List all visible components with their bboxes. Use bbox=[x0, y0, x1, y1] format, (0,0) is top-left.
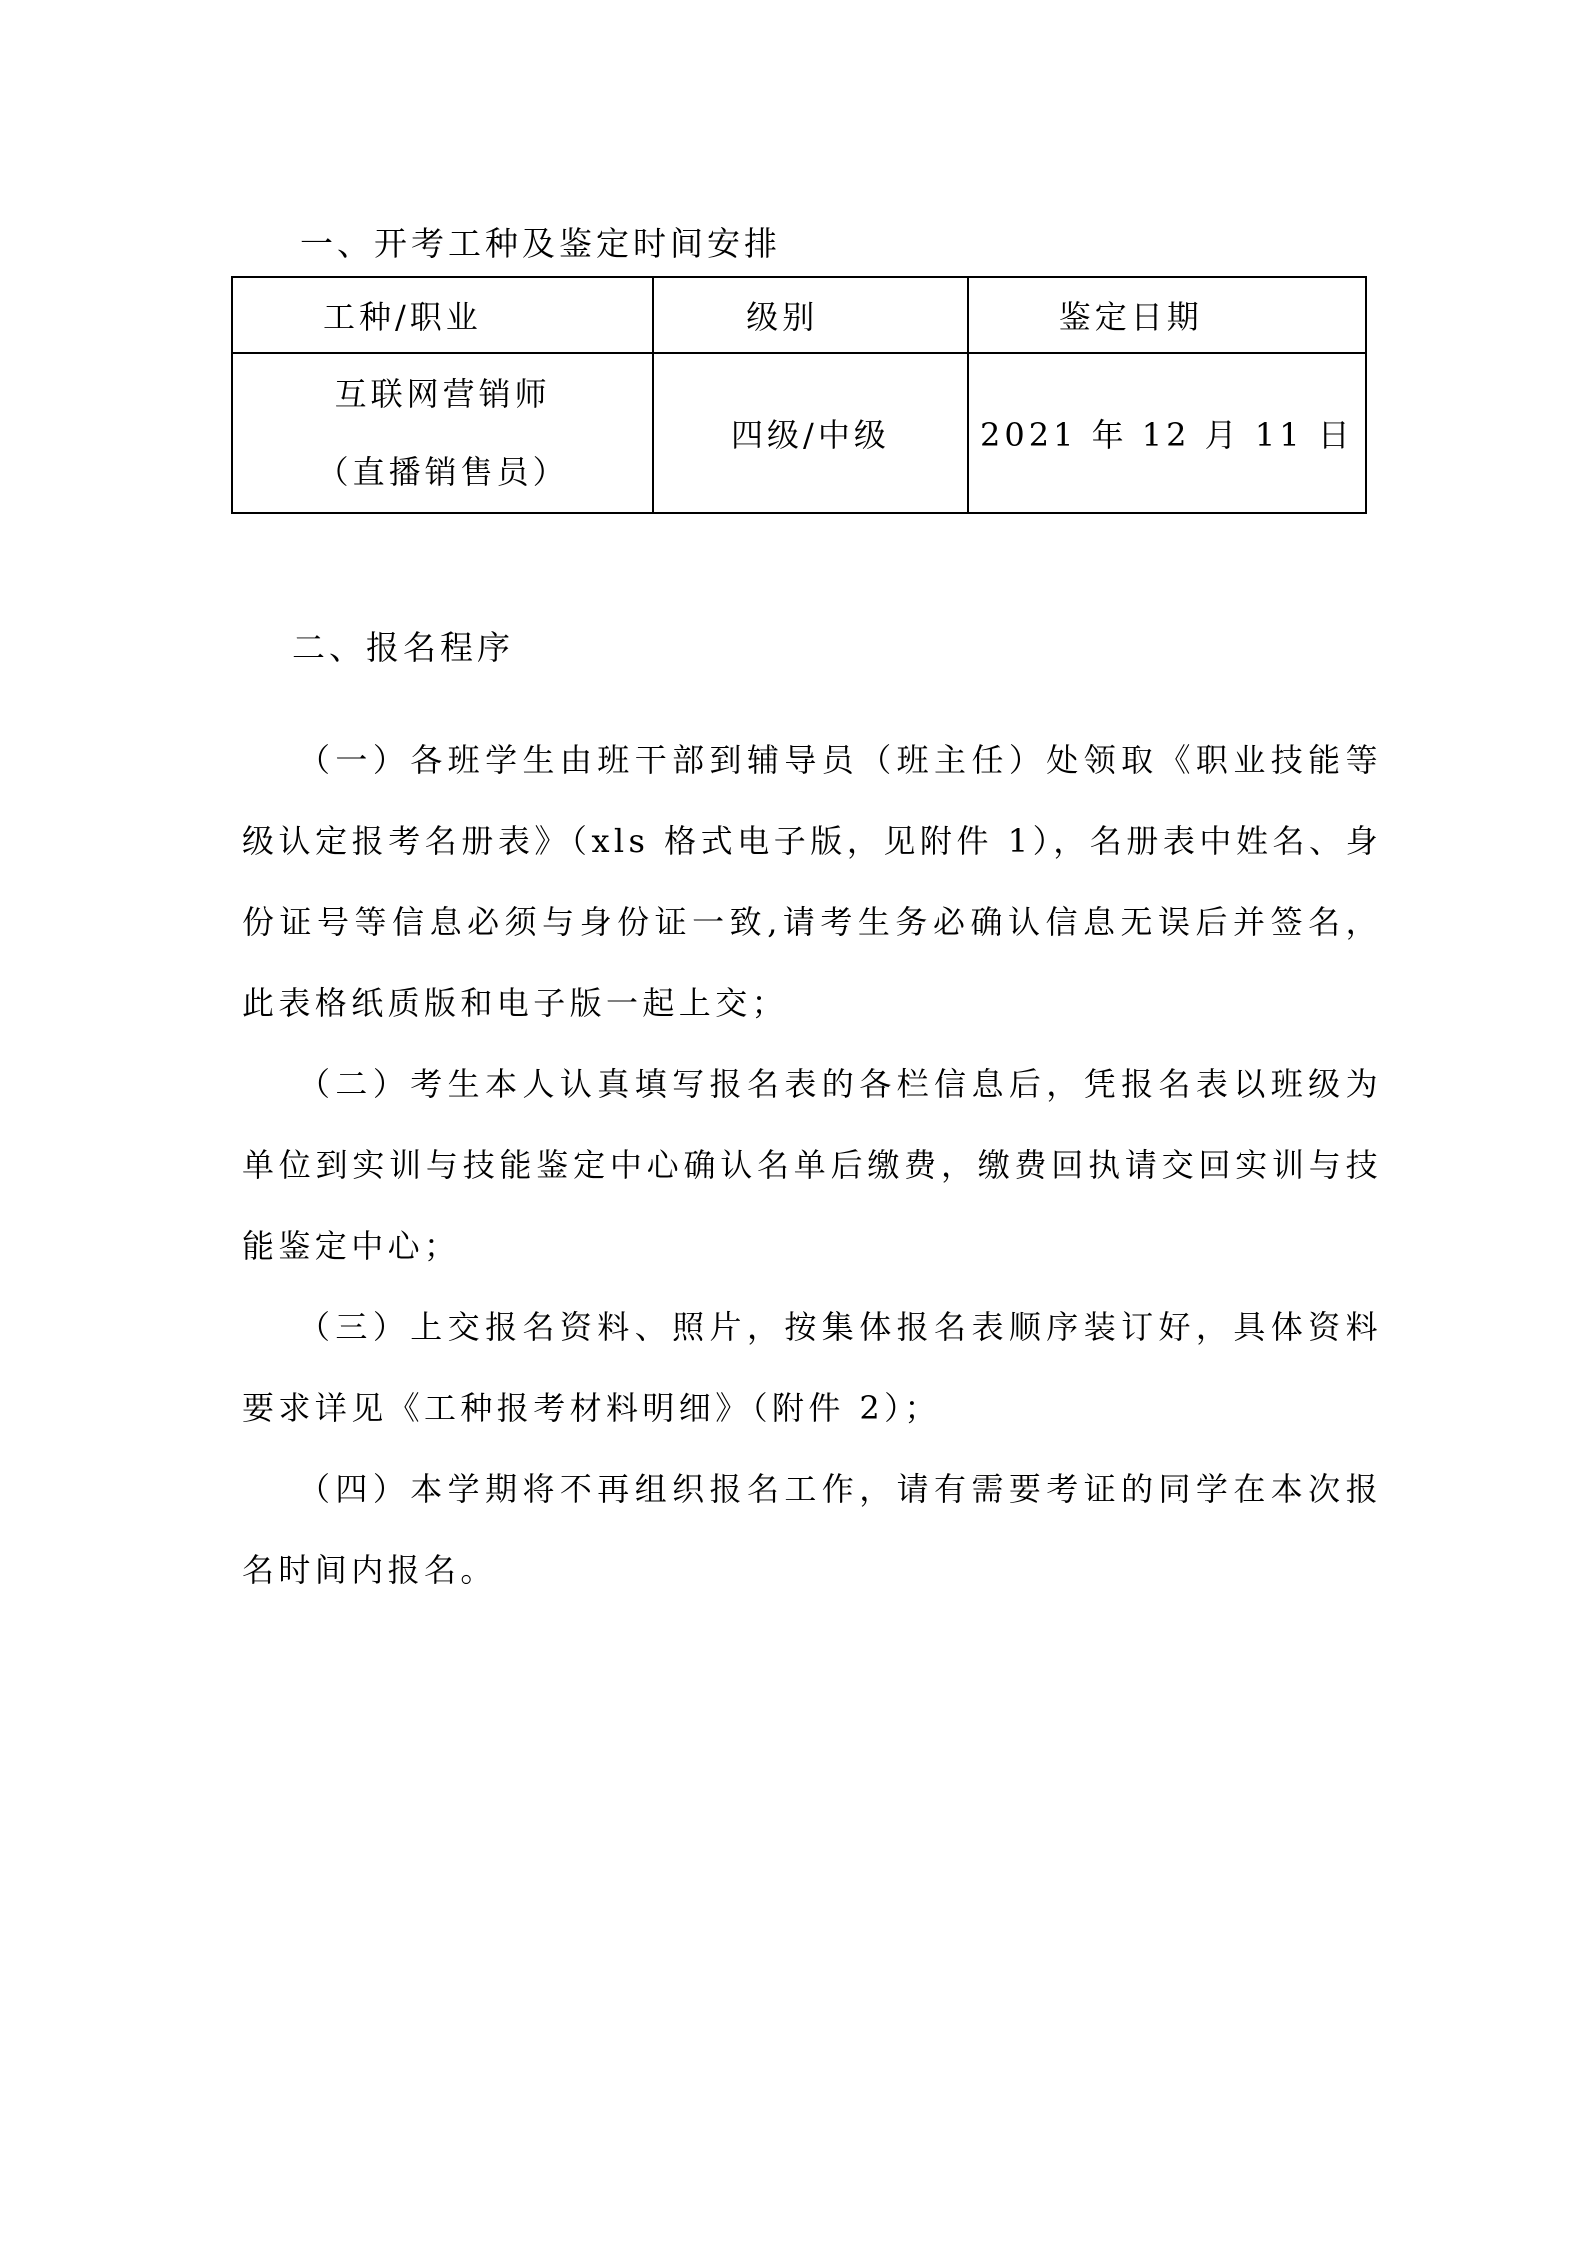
exam-schedule-table bbox=[231, 276, 1367, 514]
procedure-step-4: （四）本学期将不再组织报名工作，请有需要考证的同学在本次报名时间内报名。 bbox=[242, 1470, 1382, 1589]
header-date: 鉴定日期 bbox=[968, 277, 1366, 353]
occupation-name: 互联网营销师 bbox=[334, 375, 551, 413]
cell-level: 四级/中级 bbox=[653, 353, 968, 513]
procedure-step-3: （三）上交报名资料、照片，按集体报名表顺序装订好，具体资料要求详见《工种报考材料明细》（附件 2）； bbox=[242, 1308, 1382, 1427]
procedure-step-1: （一）各班学生由班干部到辅导员（班主任）处领取《职业技能等级认定报考名册表》（xls 格式电子版，见附件 1），名册表中姓名、身份证号等信息必须与身份证一致,请考生务必确认信息无误后并签名，此表格纸质版和电子版一起上交； bbox=[242, 741, 1382, 1022]
occupation-subtitle: （直播销售员） bbox=[316, 453, 569, 491]
header-level: 级别 bbox=[653, 277, 968, 353]
procedure-step-2: （二）考生本人认真填写报名表的各栏信息后，凭报名表以班级为单位到实训与技能鉴定中心确认名单后缴费，缴费回执请交回实训与技能鉴定中心； bbox=[242, 1065, 1382, 1265]
section-heading-schedule: 一、开考工种及鉴定时间安排 bbox=[300, 224, 781, 263]
table-row bbox=[232, 353, 1366, 513]
cell-occupation bbox=[232, 353, 653, 513]
section-heading-procedure: 二、报名程序 bbox=[292, 628, 514, 667]
header-occupation: 工种/职业 bbox=[232, 277, 653, 353]
table-header-row bbox=[232, 277, 1366, 353]
cell-date: 2021 年 12 月 11 日 bbox=[968, 353, 1366, 513]
